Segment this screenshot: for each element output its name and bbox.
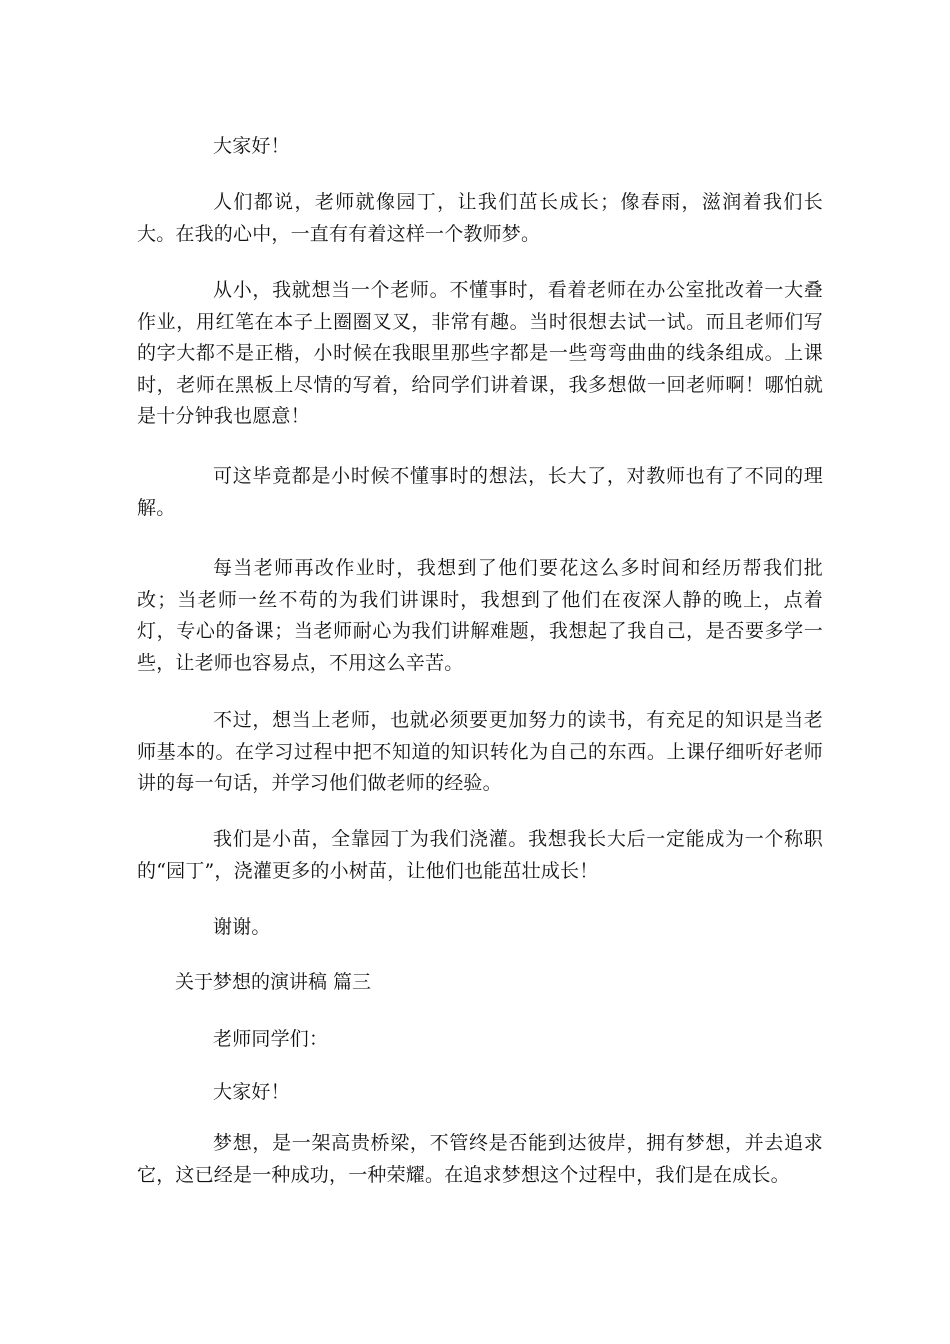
paragraph-little-seedlings: 我们是小苗，全靠园丁为我们浇灌。我想我长大后一定能成为一个称职的“园丁”，浇灌更多的小树苗，让他们也能茁壮成长！: [137, 828, 823, 882]
paragraph-study-hard: 不过，想当上老师，也就必须要更加努力的读书，有充足的知识是当老师基本的。在学习过程中把不知道的知识转化为自己的东西。上课仔细听好老师讲的每一句话，并学习他们做老师的经验。: [137, 709, 823, 795]
paragraph-childhood: 从小，我就想当一个老师。不懂事时，看着老师在办公室批改着一大叠作业，用红笔在本子上圈圈叉叉，非常有趣。当时很想去试一试。而且老师们写的字大都不是正楷，小时候在我眼里那些字都是一些弯弯曲曲的线条组成。上课时，老师在黑板上尽情的写着，给同学们讲着课，我多想做一回老师啊！哪怕就是十分钟我也愿意！: [137, 279, 823, 428]
paragraph-dream: 梦想，是一架高贵桥梁，不管终是否能到达彼岸，拥有梦想，并去追求它，这已经是一种成功，一种荣耀。在追求梦想这个过程中，我们是在成长。: [137, 1132, 823, 1186]
paragraph-thanks: 谢谢。: [213, 916, 271, 938]
paragraph-greeting: 大家好！: [213, 135, 290, 157]
paragraph-teachers-work: 每当老师再改作业时，我想到了他们要花这么多时间和经历帮我们批改；当老师一丝不苟的为我们讲课时，我想到了他们在夜深人静的晚上，点着灯，专心的备课；当老师耐心为我们讲解难题，我想起了我自己，是否要多学一些，让老师也容易点，不用这么辛苦。: [137, 557, 823, 674]
paragraph-intro: 人们都说，老师就像园丁，让我们茁长成长；像春雨，滋润着我们长大。在我的心中，一直有有着这样一个教师梦。: [137, 191, 823, 245]
paragraph-greeting-2: 大家好！: [213, 1081, 290, 1103]
paragraph-growing-up: 可这毕竟都是小时候不懂事时的想法，长大了，对教师也有了不同的理解。: [137, 465, 823, 519]
paragraph-salutation: 老师同学们：: [213, 1028, 329, 1050]
section-title: 关于梦想的演讲稿 篇三: [175, 971, 372, 993]
